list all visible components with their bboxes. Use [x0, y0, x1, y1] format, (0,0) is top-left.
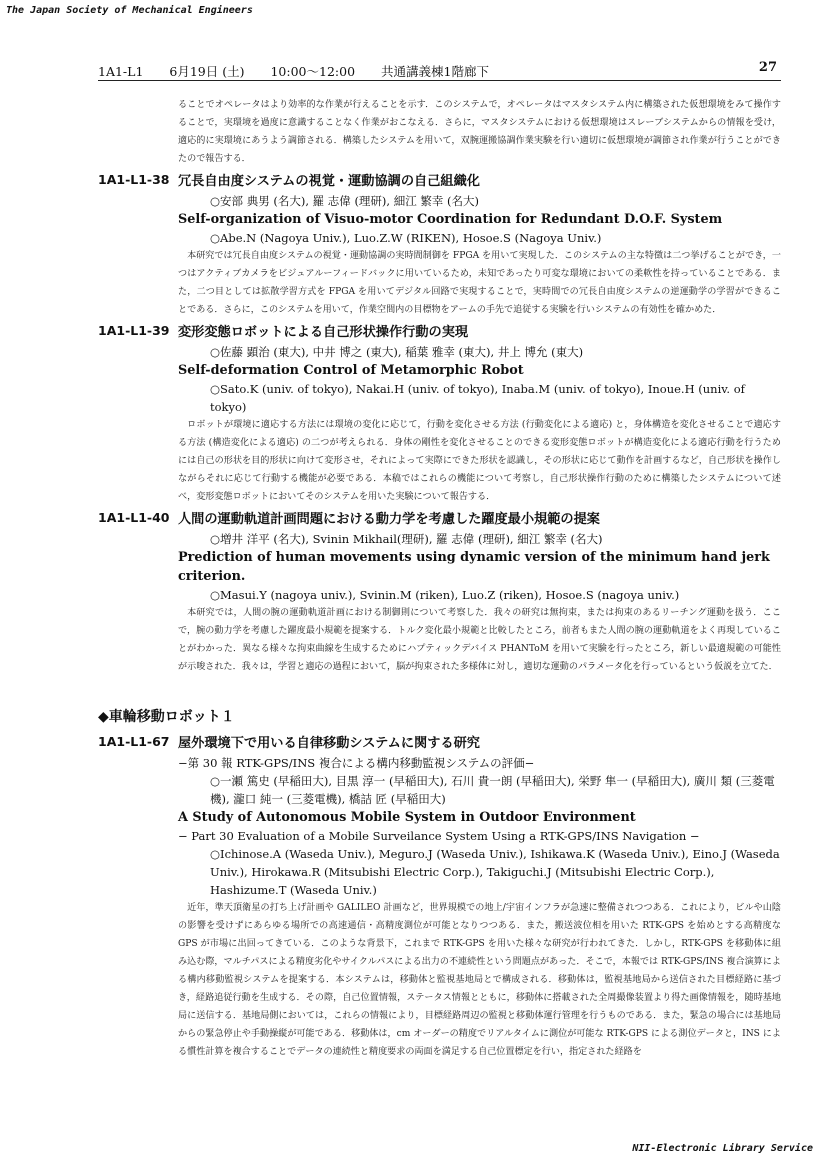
entry-authors-jp: ○佐藤 顕治 (東大), 中井 博之 (東大), 稲葉 雅幸 (東大), 井上 博允 (東大) [210, 345, 584, 359]
entry-authors-en: ○Masui.Y (nagoya univ.), Svinin.M (riken), Luo.Z (riken), Hosoe.S (nagoya univ.) [210, 588, 680, 602]
entry-title-jp: 冗長自由度システムの視覚・運動協調の自己組織化 [178, 174, 480, 189]
entry-title-en: Self-organization of Visuo-motor Coordination for Redundant D.O.F. System [178, 212, 723, 227]
entry-38 [98, 172, 781, 319]
entry-authors-en: ○Sato.K (univ. of tokyo), Nakai.H (univ. of tokyo), Inaba.M (univ. of tokyo), Inoue.H (univ. of tokyo) [210, 382, 745, 414]
entry-67 [98, 734, 781, 1061]
page-header [98, 60, 781, 81]
entry-abstract: 本研究では冗長自由度システムの視覚・運動協調の実時間制御を FPGA を用いて実現した．このシステムの主な特徴は二つ挙げることができ，一つはアクティブカメラをビジュアルーフィードバックに用いているため，未知であったり可変な環境においての柔軟性を持っていることである．また，二つ目としては拡散学習方式を FPGA を用いてデジタル回路で実現することで，実時間での冗長自由度システムの逆運動学の学習ができることである．さらに，このシステムを用いて，作業空間内の目標物をアームの手先で追従する実験を行いシステムの有効性を確かめた． [178, 251, 781, 315]
session-place: 共通講義棟1階廊下 [381, 64, 489, 79]
page-number: 27 [758, 60, 777, 75]
entry-title-en: Prediction of human movements using dynamic version of the minimum hand jerk criterion. [178, 550, 770, 584]
entry-authors-jp: ○安部 典男 (名大), 羅 志偉 (理研), 細江 繁幸 (名大) [210, 194, 480, 208]
entry-title-en: A Study of Autonomous Mobile System in Outdoor Environment [178, 810, 636, 825]
entry-title-jp: 人間の運動軌道計画問題における動力学を考慮した躍度最小規範の提案 [178, 512, 600, 527]
entry-title-jp: 屋外環境下で用いる自律移動システムに関する研究 [178, 736, 480, 751]
session-code: 1A1-L1 [98, 64, 144, 79]
entry-id: 1A1-L1-40 [98, 510, 170, 525]
entry-authors-en: ○Ichinose.A (Waseda Univ.), Meguro.J (Waseda Univ.), Ishikawa.K (Waseda Univ.), Eino.J (Waseda Univ.), Hirokawa.R (Mitsubishi Electric Corp.), Takiguchi.J (Mitsubishi Electric Corp.), Hashizume.T (Waseda Univ.) [210, 847, 780, 897]
entry-abstract: 近年，準天頂衛星の打ち上げ計画や GALILEO 計画など，世界規模での地上/宇宙インフラが急速に整備されつつある．これにより，ビルや山陰の影響を受けずにあらゆる場所での高速通信・高精度測位が可能となりつつある．また，搬送波位相を用いた RTK-GPS を始めとする高精度な GPS が市場に出回ってきている．このような背景下，これまで RTK-GPS を用いた様々な研究が行われてきた．しかし，RTK-GPS を移動体に組み込む際，マルチパスによる精度劣化やサイクルパスによる出力の不連続性という問題点があった．そこで，本報では RTK-GPS/INS 複合演算による構内移動監視システムを提案する．本システムは，移動体と監視基地局とで構成される．移動体は，監視基地局から送信された目標経路に基づき，経路追従行動を生成する．その際，自己位置情報，ステータス情報とともに，移動体に搭載された全周撮像装置より得た画像情報を，随時基地局に送信する．基地局側においては，これらの情報により，目標経路周辺の監視と移動体運行管理を行うものである．また，緊急の場合には基地局からの緊急停止や手動操縦が可能である．移動体は，cm オーダーの精度でリアルタイムに測位が可能な RTK-GPS による測位データと，INS による慣性計算を複合することでデータの連続性と精度要求の両面を満足する自己位置標定を行い，指定された経路を [178, 903, 781, 1057]
entry-id: 1A1-L1-39 [98, 323, 170, 338]
entry-39 [98, 323, 781, 506]
entry-authors-en: ○Abe.N (Nagoya Univ.), Luo.Z.W (RIKEN), Hosoe.S (Nagoya Univ.) [210, 231, 602, 245]
intro-abstract: ることでオペレータはより効率的な作業が行えることを示す．このシステムで，オペレータはマスタシステム内に構築された仮想環境をみて操作することで，実環境を過度に意識することなく作業がおこなえる．さらに，マスタシステムにおける仮想環境はスレーブシステムからの情報を受け，適応的に実環境にあうよう調節される．構築したシステムを用いて，双腕運搬協調作業実験を行い適切に仮想環境が調節され作業が行うことができたので報告する． [178, 100, 781, 164]
session-time: 10:00〜12:00 [270, 64, 356, 79]
entry-id: 1A1-L1-38 [98, 172, 170, 187]
entry-40 [98, 510, 781, 676]
footer-service: NII-Electronic Library Service [632, 1143, 813, 1154]
entry-id: 1A1-L1-67 [98, 734, 170, 749]
entry-subtitle-en: − Part 30 Evaluation of a Mobile Surveilance System Using a RTK-GPS/INS Navigation − [178, 829, 700, 843]
page-body [98, 96, 781, 1061]
entry-subtitle-jp: −第 30 報 RTK-GPS/INS 複合による構内移動監視システムの評価− [178, 756, 535, 770]
entry-authors-jp: ○増井 洋平 (名大), Svinin Mikhail(理研), 羅 志偉 (理研), 細江 繁幸 (名大) [210, 532, 603, 546]
entry-abstract: 本研究では，人間の腕の運動軌道計画における制御則について考察した．我々の研究は無拘束，または拘束のあるリーチング運動を扱う．ここで，腕の動力学を考慮した躍度最小規範を提案する．トルク変化最小規範と比較したところ，前者もまた人間の腕の運動軌道をよく再現していることがわかった．異なる様々な拘束曲線を生成するためにハプティックデバイス PHANToM を用いて実験を行ったところ，新しい最適規範の可能性が示唆された．我々は，学習と適応の過程において，脳が拘束された多様体に対し，適切な運動のパラメータ化を行っているという仮説を立てた． [178, 608, 781, 672]
entry-title-en: Self-deformation Control of Metamorphic Robot [178, 363, 524, 378]
section-title: ◆車輪移動ロボット１ [98, 709, 235, 725]
entry-authors-jp: ○一瀬 篤史 (早稲田大), 目黒 淳一 (早稲田大), 石川 貴一朗 (早稲田大), 栄野 隼一 (早稲田大), 廣川 類 (三菱電機), 瀧口 純一 (三菱電機), 橋詰 匠 (早稲田大) [210, 774, 775, 806]
entry-title-jp: 変形変態ロボットによる自己形状操作行動の実現 [178, 325, 469, 340]
entry-abstract: ロボットが環境に適応する方法には環境の変化に応じて，行動を変化させる方法 (行動変化による適応) と，身体構造を変化させることで適応する方法 (構造変化による適応) の二つが考えられる．身体の剛性を変化させることのできる変形変態ロボットが構造変化による適応行動を行うためには自己の形状を目的形状に向けて変形させ，それによって実際にできた形状を認識し，その形状に応じて動作を計画するなど，自己形状を操作しながらそれに応じて行動する機能が必要である．本稿ではこれらの機能について考察し，自己形状操作行動のために構築したシステムについて述べ，変形変態ロボットにおいてそのシステムを用いた実験について報告する． [178, 420, 781, 502]
session-date: 6月19日 (土) [169, 64, 245, 79]
society-name: The Japan Society of Mechanical Engineers [6, 5, 253, 16]
